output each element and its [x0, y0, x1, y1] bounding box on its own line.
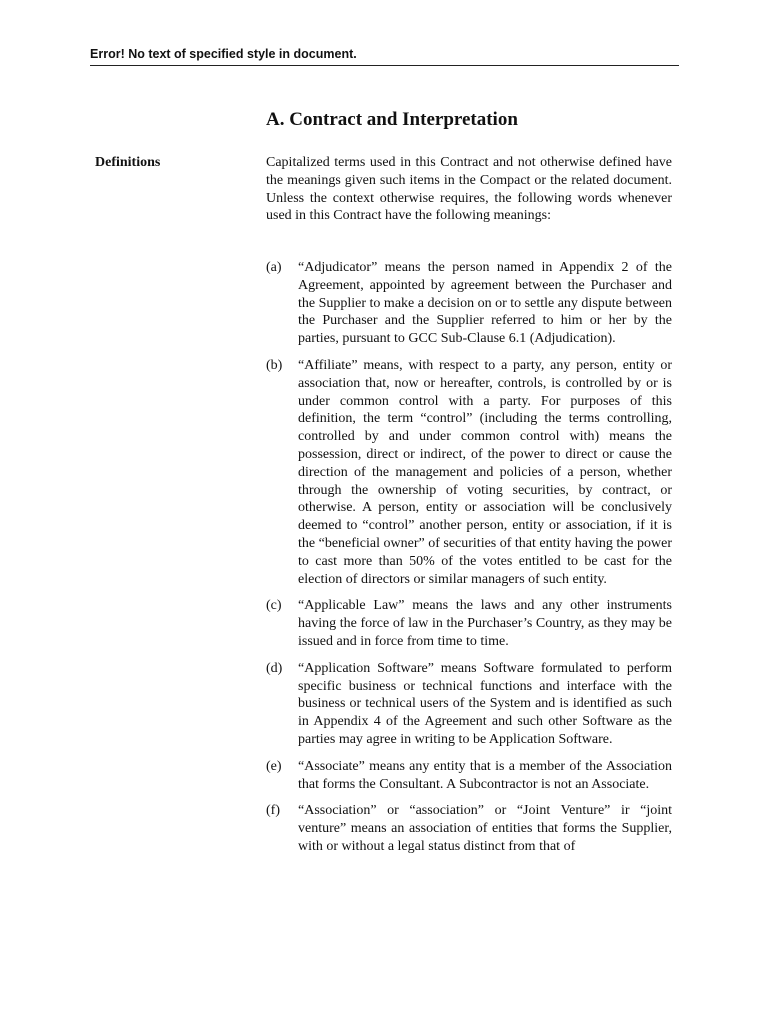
- definition-letter: (a): [266, 260, 282, 275]
- definition-text: “Application Software” means Software formulated to perform specific business or technical functions and interface with the business or technical users of the System and is identified as such in Appendix 4 of the Agreement and such other Software as the parties may agree in writing to be Application Software.: [298, 660, 672, 747]
- definition-text: “Affiliate” means, with respect to a party, any person, entity or association that, now or hereafter, controls, is controlled by or is under common control with a party. For purposes of this definition, the term “control” (including the terms controlling, controlled by and under common control with) means the possession, direct or indirect, of the power to direct or cause the direction of the management and policies of a person, whether through the ownership of voting securities, by contract, or otherwise. A person, entity or association will be conclusively deemed to “control” another person, entity or association, if it is the “beneficial owner” of securities of that entity having the power to cast more than 50% of the votes entitled to be cast for the election of directors or similar managers of such entity.: [298, 357, 672, 587]
- definition-item: [266, 259, 672, 348]
- definition-text: “Association” or “association” or “Joint Venture” ir “joint venture” means an association of entities that forms the Supplier, with or without a legal status distinct from that of: [298, 803, 672, 854]
- definition-letter: (f): [266, 803, 280, 819]
- definition-text: “Associate” means any entity that is a member of the Association that forms the Consultant. A Subcontractor is not an Associate.: [298, 758, 672, 792]
- page-header: Error! No text of specified style in document.: [90, 47, 679, 66]
- section-title: A. Contract and Interpretation: [266, 109, 518, 130]
- side-label-definitions: Definitions: [95, 155, 161, 170]
- definition-text: “Adjudicator” means the person named in Appendix 2 of the Agreement, appointed by agreement between the Purchaser and the Supplier to make a decision on or to settle any dispute between the Purchaser and the Supplier referred to him or her by the parties, pursuant to GCC Sub-Clause 6.1 (Adjudication).: [298, 260, 673, 347]
- definition-letter: (b): [266, 357, 283, 373]
- definition-letter: (e): [266, 758, 282, 774]
- definition-item: [266, 357, 672, 588]
- definition-item: [266, 758, 672, 794]
- definition-item: [266, 597, 672, 650]
- definition-item: [266, 660, 672, 749]
- definition-text: “Applicable Law” means the laws and any other instruments having the force of law in the Purchaser’s Country, as they may be issued and in force from time to time.: [298, 598, 672, 649]
- intro-paragraph: Capitalized terms used in this Contract and not otherwise defined have the meanings given such items in the Compact or the related document. Unless the context otherwise requires, the following words whenever used in this Contract have the following meanings:: [266, 155, 672, 224]
- definition-item: [266, 802, 672, 855]
- definition-letter: (c): [266, 598, 282, 614]
- definitions-list: [266, 259, 672, 865]
- definition-letter: (d): [266, 660, 283, 676]
